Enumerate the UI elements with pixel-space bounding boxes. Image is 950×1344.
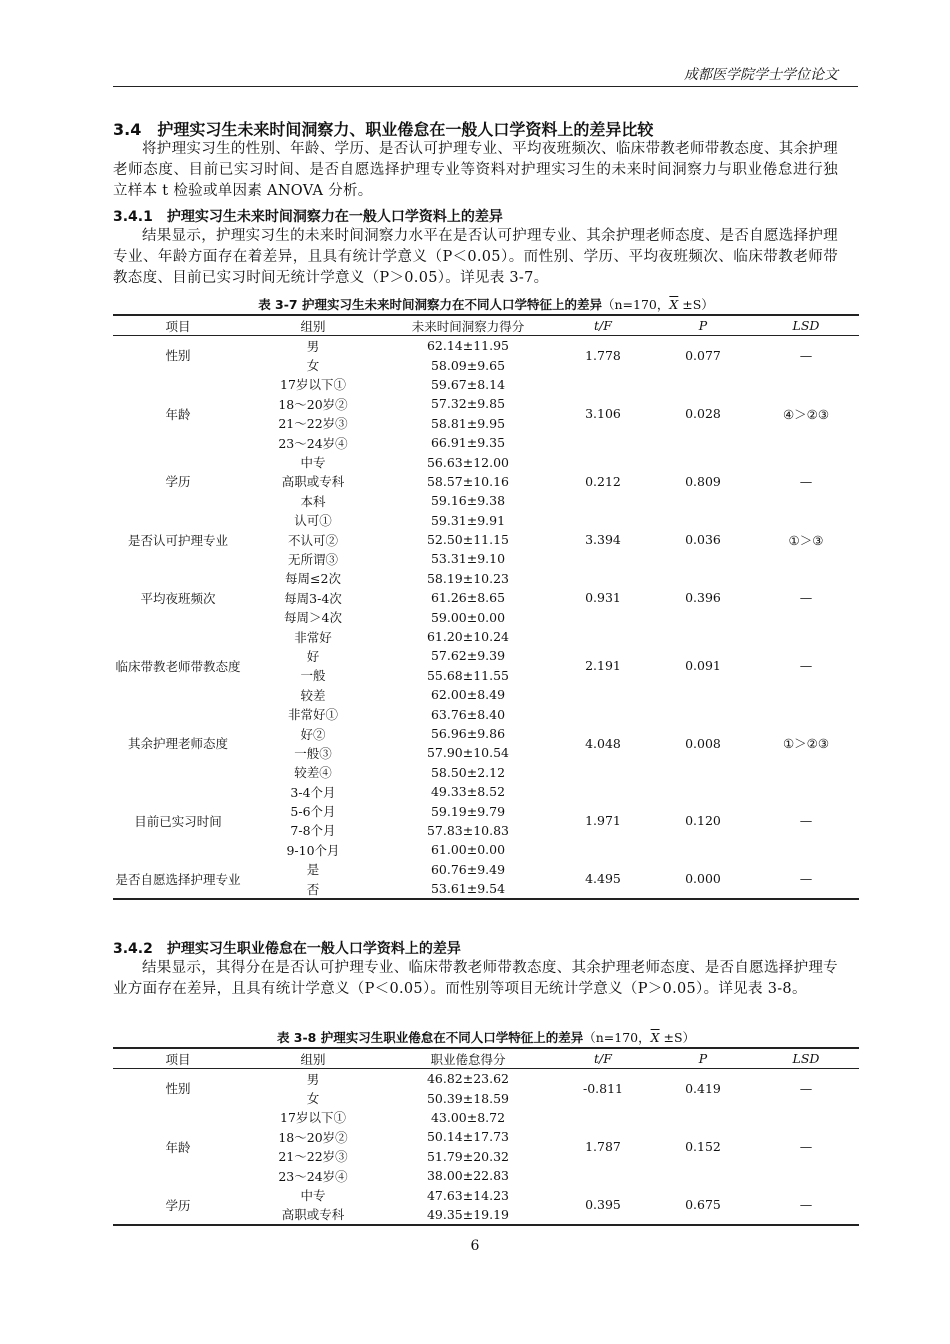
t-cell: 3.394 [585,532,621,548]
group-label-cell: 男 [306,1071,320,1087]
table-row [113,452,859,471]
lsd-cell: — [799,813,813,829]
group-label-cell: 中专 [300,1188,326,1204]
score-cell: 58.57±10.16 [426,473,510,489]
p-cell: 0.077 [685,347,721,363]
table-row [113,336,859,356]
p-cell: 0.419 [685,1080,721,1096]
table-row [113,1108,859,1127]
group-item-cell: 是否认可护理专业 [127,532,228,548]
group-label-cell: 无所谓③ [287,551,338,567]
lsd-cell: — [799,871,813,887]
score-cell: 50.14±17.73 [426,1129,510,1145]
t-cell: 0.212 [585,473,621,489]
table-3-7-caption-tail: ±S） [678,297,714,312]
page-number: 6 [470,1238,480,1254]
group-item-cell: 临床带教老师带教态度 [115,658,241,674]
group-label-cell: 一般③ [294,745,332,761]
score-cell: 57.90±10.54 [426,745,510,761]
score-cell: 62.14±11.95 [426,338,510,354]
table-header-row [113,1048,859,1069]
group-label-cell: 23～24岁④ [278,435,348,451]
t-cell: -0.811 [582,1080,623,1096]
column-header: P [653,315,753,336]
section-3-4-2-paragraph: 结果显示，其得分在是否认可护理专业、临床带教老师带教态度、其余护理老师态度、是否自愿选择护理专业方面存在差异，且具有统计学意义（P＜0.05）。而性别等项目无统计学意义（P＞0.05）。详见表 3-8。 [113,960,838,997]
column-header: 组别 [243,1048,383,1069]
lsd-cell: — [799,658,813,674]
score-cell: 46.82±23.62 [426,1071,510,1087]
table-row [113,860,859,879]
column-header: 未来时间洞察力得分 [383,315,553,336]
score-cell: 60.76±9.49 [430,861,506,877]
table-3-7-caption-note: （n=170， [601,297,670,312]
group-label-cell: 每周≤2次 [285,571,341,587]
table-3-8-caption-note: （n=170， [583,1030,651,1045]
lsd-cell: ④＞②③ [782,406,830,422]
group-item-cell: 年龄 [165,406,191,422]
score-cell: 59.67±8.14 [430,376,506,392]
table-3-8-caption-tail: ±S） [659,1030,696,1045]
table-3-7-caption-title: 表 3-7 护理实习生未来时间洞察力在不同人口学特征上的差异 [258,297,602,312]
score-cell: 58.50±2.12 [430,764,506,780]
group-item-cell: 性别 [165,1081,191,1097]
running-header: 成都医学院学士学位论文 [684,67,838,83]
p-cell: 0.000 [685,871,721,887]
group-label-cell: 不认可② [287,532,338,548]
group-label-cell: 23～24岁④ [278,1168,348,1184]
group-label-cell: 高职或专科 [281,474,345,490]
group-label-cell: 好 [306,648,320,664]
group-label-cell: 是 [306,862,320,878]
score-cell: 57.32±9.85 [430,396,506,412]
t-cell: 1.778 [585,347,621,363]
lsd-cell: ①＞②③ [782,736,830,752]
column-header: LSD [753,1048,859,1069]
lsd-cell: — [799,590,813,606]
score-cell: 57.62±9.39 [430,648,506,664]
group-label-cell: 一般 [300,668,326,684]
table-row [113,375,859,394]
p-cell: 0.152 [685,1139,721,1155]
table-3-8-caption-xbar: $\overline{X}$ [650,1030,660,1045]
group-label-cell: 非常好 [294,629,332,645]
score-cell: 61.26±8.65 [430,590,506,606]
column-header: 项目 [113,1048,243,1069]
score-cell: 51.79±20.32 [426,1148,510,1164]
score-cell: 59.31±9.91 [430,512,506,528]
score-cell: 59.16±9.38 [430,493,506,509]
group-label-cell: 7-8个月 [290,823,336,839]
group-label-cell: 5-6个月 [290,804,336,820]
score-cell: 56.96±9.86 [430,726,506,741]
t-cell: 1.971 [585,813,621,829]
group-label-cell: 高职或专科 [281,1207,345,1223]
lsd-cell: — [799,473,813,489]
group-item-cell: 年龄 [165,1139,191,1155]
group-item-cell: 目前已实习时间 [134,813,222,829]
group-label-cell: 中专 [300,455,326,471]
table-3-7-caption [113,295,859,313]
table-row [113,569,859,588]
score-cell: 66.91±9.35 [430,435,506,451]
group-label-cell: 18～20岁② [278,1129,348,1145]
header-rule [113,86,858,87]
group-label-cell: 21～22岁③ [278,1149,348,1165]
score-cell: 59.00±0.00 [430,609,506,625]
column-header: t/F [553,315,653,336]
p-cell: 0.008 [685,735,721,751]
lsd-cell: — [799,347,813,363]
score-cell: 58.19±10.23 [426,570,510,586]
table-row [113,1185,859,1204]
column-header: LSD [753,315,859,336]
score-cell: 57.83±10.83 [426,822,510,838]
section-3-4-paragraph: 将护理实习生的性别、年龄、学历、是否认可护理专业、平均夜班频次、临床带教老师带教态度、其余护理老师态度、目前已实习时间、是否自愿选择护理专业等资料对护理实习生的未来时间洞察力与职业倦怠进行独立样本 t 检验或单因素 ANOVA 分析。 [113,141,838,199]
group-label-cell: 18～20岁② [278,396,348,412]
score-cell: 58.09±9.65 [430,357,506,373]
group-label-cell: 男 [306,338,320,354]
p-cell: 0.675 [685,1197,721,1213]
group-label-cell: 认可① [294,513,332,529]
lsd-cell: ①＞③ [788,532,824,548]
score-cell: 49.35±19.19 [426,1206,510,1222]
group-item-cell: 其余护理老师态度 [127,736,228,752]
score-cell: 56.63±12.00 [426,454,510,470]
p-cell: 0.091 [685,658,721,674]
column-header: 职业倦怠得分 [383,1048,553,1069]
group-label-cell: 非常好① [287,707,338,723]
t-cell: 1.787 [585,1139,621,1155]
p-cell: 0.809 [685,473,721,489]
p-cell: 0.028 [685,406,721,422]
table-row [113,704,859,723]
section-3-4-heading: 3.4 护理实习生未来时间洞察力、职业倦怠在一般人口学资料上的差异比较 [113,120,654,139]
column-header: t/F [553,1048,653,1069]
table-3-8-caption [113,1028,859,1046]
score-cell: 43.00±8.72 [430,1109,506,1125]
lsd-cell: — [799,1080,813,1096]
group-label-cell: 每周3-4次 [284,590,342,606]
group-label-cell: 17岁以下① [280,377,346,393]
table-row [113,782,859,801]
group-label-cell: 女 [306,358,320,374]
table-header-row [113,315,859,336]
section-3-4-2-heading: 3.4.2 护理实习生职业倦怠在一般人口学资料上的差异 [113,941,461,957]
group-item-cell: 学历 [165,1197,191,1213]
t-cell: 4.048 [585,735,621,751]
table-3-7-caption-xbar: $\overline{X}$ [669,297,679,312]
group-label-cell: 好② [300,726,326,742]
score-cell: 63.76±8.40 [430,706,506,722]
column-header: P [653,1048,753,1069]
score-cell: 53.31±9.10 [430,551,506,567]
score-cell: 58.81±9.95 [430,415,506,431]
p-cell: 0.036 [685,532,721,548]
group-label-cell: 17岁以下① [280,1110,346,1126]
score-cell: 55.68±11.55 [426,667,510,683]
section-3-4-1-heading: 3.4.1 护理实习生未来时间洞察力在一般人口学资料上的差异 [113,209,503,225]
group-label-cell: 女 [306,1091,320,1107]
column-header: 组别 [243,315,383,336]
t-cell: 4.495 [585,871,621,887]
table-row [113,627,859,646]
table-3-7 [113,314,859,900]
table-3-8 [113,1047,859,1226]
group-label-cell: 9-10个月 [286,842,340,858]
group-label-cell: 3-4个月 [290,784,336,800]
group-label-cell: 否 [306,881,320,897]
group-label-cell: 本科 [300,493,326,509]
table-3-8-caption-title: 表 3-8 护理实习生职业倦怠在不同人口学特征上的差异 [276,1030,584,1045]
group-item-cell: 平均夜班频次 [140,590,216,606]
column-header: 项目 [113,315,243,336]
score-cell: 52.50±11.15 [426,532,510,548]
group-label-cell: 较差④ [294,765,332,781]
score-cell: 49.33±8.52 [430,784,506,800]
score-cell: 47.63±14.23 [426,1187,510,1203]
score-cell: 50.39±18.59 [426,1090,510,1106]
t-cell: 2.191 [585,658,621,674]
t-cell: 0.931 [585,590,621,606]
score-cell: 38.00±22.83 [426,1168,510,1184]
group-label-cell: 21～22岁③ [278,416,348,432]
table-row [113,511,859,530]
group-label-cell: 每周＞4次 [284,610,342,626]
lsd-cell: — [799,1139,813,1155]
group-item-cell: 性别 [165,348,191,364]
score-cell: 61.20±10.24 [426,629,510,645]
score-cell: 61.00±0.00 [430,842,506,858]
table-row [113,1069,859,1089]
section-3-4-1-paragraph: 结果显示，护理实习生的未来时间洞察力水平在是否认可护理专业、其余护理老师态度、是否自愿选择护理专业、年龄方面存在着差异，且具有统计学意义（P＜0.05）。而性别、学历、平均夜班频次、临床带教老师带教态度、目前已实习时间无统计学意义（P＞0.05）。详见表 3-7。 [113,228,838,286]
p-cell: 0.396 [685,590,721,606]
t-cell: 0.395 [585,1197,621,1213]
score-cell: 59.19±9.79 [430,803,506,819]
group-item-cell: 是否自愿选择护理专业 [115,871,241,887]
score-cell: 62.00±8.49 [430,687,506,703]
lsd-cell: — [799,1197,813,1213]
p-cell: 0.120 [685,813,721,829]
t-cell: 3.106 [585,406,621,422]
score-cell: 53.61±9.54 [430,881,506,897]
group-label-cell: 较差 [300,687,326,703]
group-item-cell: 学历 [165,474,191,490]
